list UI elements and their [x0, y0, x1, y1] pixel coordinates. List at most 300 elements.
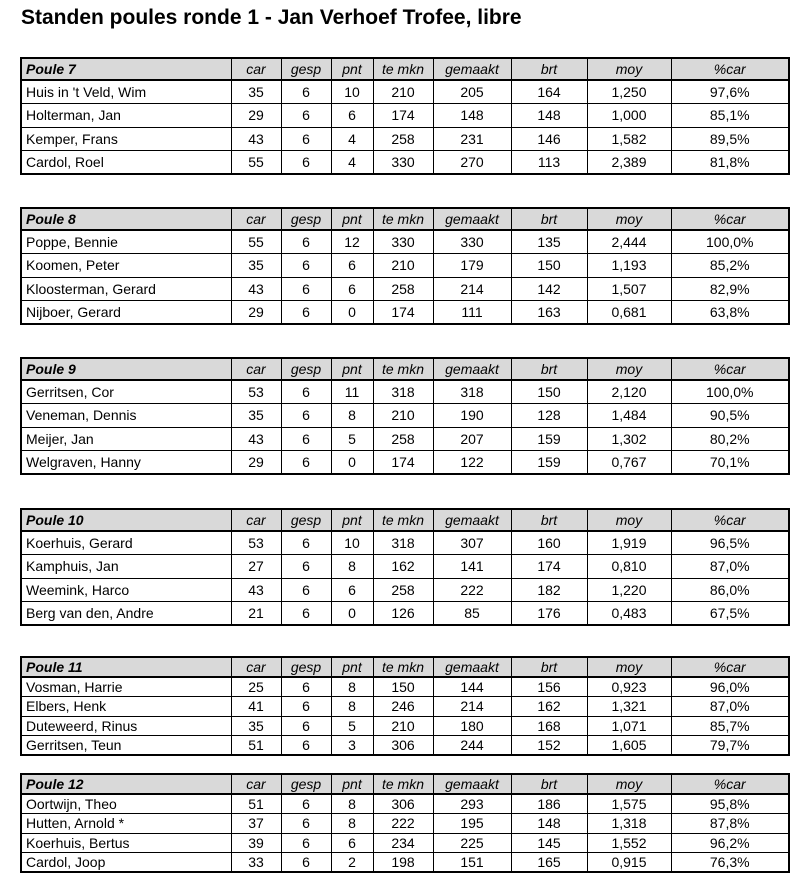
cell-brt: 182 [511, 578, 587, 602]
cell-car: 82,9% [671, 277, 789, 301]
player-name: Weemink, Harco [21, 578, 231, 602]
cell-te-mkn: 258 [373, 127, 433, 151]
cell-te-mkn: 198 [373, 853, 433, 873]
cell-brt: 146 [511, 127, 587, 151]
cell-brt: 176 [511, 602, 587, 626]
cell-pnt: 8 [331, 555, 373, 579]
poule-header-row [21, 774, 789, 794]
cell-car: 63,8% [671, 301, 789, 325]
cell-car: 33 [231, 853, 281, 873]
column-header: gesp [281, 58, 331, 80]
column-header: gemaakt [433, 774, 511, 794]
cell-pnt: 8 [331, 697, 373, 717]
player-name: Koerhuis, Bertus [21, 833, 231, 853]
table-row [21, 602, 789, 626]
column-header: car [231, 58, 281, 80]
cell-pnt: 6 [331, 277, 373, 301]
cell-pnt: 8 [331, 404, 373, 428]
table-row [21, 814, 789, 834]
cell-moy: 1,318 [587, 814, 671, 834]
player-name: Poppe, Bennie [21, 230, 231, 254]
cell-brt: 148 [511, 814, 587, 834]
player-name: Hutten, Arnold * [21, 814, 231, 834]
table-row [21, 427, 789, 451]
cell-brt: 156 [511, 677, 587, 697]
player-name: Kamphuis, Jan [21, 555, 231, 579]
cell-moy: 0,767 [587, 451, 671, 475]
cell-gesp: 6 [281, 230, 331, 254]
cell-pnt: 8 [331, 794, 373, 814]
player-name: Cardol, Joop [21, 853, 231, 873]
cell-gemaakt: 293 [433, 794, 511, 814]
cell-moy: 1,071 [587, 716, 671, 736]
cell-car: 85,1% [671, 104, 789, 128]
cell-brt: 164 [511, 80, 587, 104]
cell-car: 53 [231, 380, 281, 404]
cell-te-mkn: 234 [373, 833, 433, 853]
poule-header-row [21, 657, 789, 677]
cell-pnt: 12 [331, 230, 373, 254]
cell-moy: 0,923 [587, 677, 671, 697]
cell-moy: 1,507 [587, 277, 671, 301]
cell-te-mkn: 150 [373, 677, 433, 697]
poule-name: Poule 11 [21, 657, 231, 677]
table-row [21, 716, 789, 736]
cell-gesp: 6 [281, 677, 331, 697]
cell-gesp: 6 [281, 427, 331, 451]
player-name: Meijer, Jan [21, 427, 231, 451]
cell-pnt: 10 [331, 80, 373, 104]
cell-gesp: 6 [281, 794, 331, 814]
cell-car: 87,8% [671, 814, 789, 834]
page-title: Standen poules ronde 1 - Jan Verhoef Trofee, libre [21, 6, 522, 29]
cell-gesp: 6 [281, 301, 331, 325]
cell-brt: 128 [511, 404, 587, 428]
cell-moy: 1,302 [587, 427, 671, 451]
table-row [21, 451, 789, 475]
table-row [21, 151, 789, 175]
poule-header-row [21, 208, 789, 230]
poule-name: Poule 12 [21, 774, 231, 794]
cell-car: 53 [231, 531, 281, 555]
table-row [21, 555, 789, 579]
column-header: moy [587, 358, 671, 380]
column-header: pnt [331, 58, 373, 80]
cell-te-mkn: 126 [373, 602, 433, 626]
cell-moy: 1,000 [587, 104, 671, 128]
cell-gesp: 6 [281, 151, 331, 175]
cell-gemaakt: 270 [433, 151, 511, 175]
cell-moy: 1,582 [587, 127, 671, 151]
cell-pnt: 4 [331, 127, 373, 151]
column-header: %car [671, 657, 789, 677]
cell-moy: 1,321 [587, 697, 671, 717]
cell-car: 35 [231, 404, 281, 428]
cell-car: 55 [231, 151, 281, 175]
cell-car: 29 [231, 451, 281, 475]
cell-gemaakt: 244 [433, 736, 511, 756]
cell-gemaakt: 205 [433, 80, 511, 104]
poule-table [20, 207, 790, 325]
cell-car: 35 [231, 716, 281, 736]
cell-gemaakt: 144 [433, 677, 511, 697]
cell-moy: 1,484 [587, 404, 671, 428]
cell-car: 96,5% [671, 531, 789, 555]
cell-gesp: 6 [281, 853, 331, 873]
player-name: Cardol, Roel [21, 151, 231, 175]
cell-car: 55 [231, 230, 281, 254]
poule-table [20, 773, 790, 873]
column-header: gemaakt [433, 657, 511, 677]
cell-moy: 1,575 [587, 794, 671, 814]
column-header: brt [511, 509, 587, 531]
player-name: Duteweerd, Rinus [21, 716, 231, 736]
column-header: pnt [331, 657, 373, 677]
cell-te-mkn: 306 [373, 736, 433, 756]
column-header: gemaakt [433, 358, 511, 380]
column-header: gemaakt [433, 509, 511, 531]
cell-pnt: 8 [331, 677, 373, 697]
cell-car: 96,2% [671, 833, 789, 853]
cell-gemaakt: 190 [433, 404, 511, 428]
table-row [21, 127, 789, 151]
column-header: brt [511, 208, 587, 230]
cell-gemaakt: 330 [433, 230, 511, 254]
cell-gesp: 6 [281, 578, 331, 602]
cell-te-mkn: 210 [373, 254, 433, 278]
cell-brt: 142 [511, 277, 587, 301]
player-name: Welgraven, Hanny [21, 451, 231, 475]
column-header: te mkn [373, 58, 433, 80]
player-name: Elbers, Henk [21, 697, 231, 717]
cell-car: 90,5% [671, 404, 789, 428]
poule-header-row [21, 509, 789, 531]
column-header: te mkn [373, 358, 433, 380]
poule-table [20, 57, 790, 175]
cell-gemaakt: 318 [433, 380, 511, 404]
cell-car: 100,0% [671, 380, 789, 404]
poule-header-row [21, 58, 789, 80]
player-name: Koerhuis, Gerard [21, 531, 231, 555]
column-header: brt [511, 657, 587, 677]
cell-te-mkn: 318 [373, 380, 433, 404]
column-header: %car [671, 774, 789, 794]
cell-moy: 1,919 [587, 531, 671, 555]
cell-brt: 160 [511, 531, 587, 555]
cell-gesp: 6 [281, 104, 331, 128]
table-row [21, 853, 789, 873]
cell-te-mkn: 162 [373, 555, 433, 579]
cell-car: 37 [231, 814, 281, 834]
table-row [21, 531, 789, 555]
cell-te-mkn: 174 [373, 301, 433, 325]
column-header: brt [511, 358, 587, 380]
cell-pnt: 6 [331, 833, 373, 853]
cell-moy: 2,389 [587, 151, 671, 175]
cell-brt: 174 [511, 555, 587, 579]
cell-moy: 0,915 [587, 853, 671, 873]
cell-te-mkn: 174 [373, 104, 433, 128]
table-row [21, 254, 789, 278]
cell-brt: 168 [511, 716, 587, 736]
column-header: pnt [331, 358, 373, 380]
cell-car: 43 [231, 277, 281, 301]
player-name: Gerritsen, Cor [21, 380, 231, 404]
cell-gemaakt: 225 [433, 833, 511, 853]
poule-table [20, 357, 790, 475]
cell-brt: 165 [511, 853, 587, 873]
cell-car: 87,0% [671, 555, 789, 579]
cell-brt: 152 [511, 736, 587, 756]
cell-gesp: 6 [281, 697, 331, 717]
cell-gesp: 6 [281, 833, 331, 853]
column-header: te mkn [373, 657, 433, 677]
table-row [21, 80, 789, 104]
cell-pnt: 0 [331, 451, 373, 475]
table-row [21, 301, 789, 325]
cell-gemaakt: 214 [433, 697, 511, 717]
player-name: Gerritsen, Teun [21, 736, 231, 756]
cell-pnt: 6 [331, 578, 373, 602]
cell-gemaakt: 307 [433, 531, 511, 555]
cell-car: 43 [231, 127, 281, 151]
cell-car: 27 [231, 555, 281, 579]
poule-name: Poule 9 [21, 358, 231, 380]
column-header: car [231, 774, 281, 794]
cell-te-mkn: 318 [373, 531, 433, 555]
cell-gesp: 6 [281, 404, 331, 428]
player-name: Koomen, Peter [21, 254, 231, 278]
table-row [21, 230, 789, 254]
column-header: moy [587, 509, 671, 531]
player-name: Nijboer, Gerard [21, 301, 231, 325]
cell-car: 51 [231, 794, 281, 814]
table-row [21, 697, 789, 717]
column-header: %car [671, 509, 789, 531]
cell-car: 80,2% [671, 427, 789, 451]
cell-brt: 135 [511, 230, 587, 254]
cell-te-mkn: 330 [373, 151, 433, 175]
player-name: Oortwijn, Theo [21, 794, 231, 814]
table-row [21, 677, 789, 697]
column-header: moy [587, 58, 671, 80]
column-header: car [231, 358, 281, 380]
cell-gemaakt: 111 [433, 301, 511, 325]
cell-te-mkn: 246 [373, 697, 433, 717]
player-name: Huis in 't Veld, Wim [21, 80, 231, 104]
cell-car: 85,2% [671, 254, 789, 278]
cell-car: 96,0% [671, 677, 789, 697]
column-header: te mkn [373, 208, 433, 230]
cell-car: 87,0% [671, 697, 789, 717]
table-row [21, 794, 789, 814]
column-header: gemaakt [433, 58, 511, 80]
table-row [21, 833, 789, 853]
cell-gemaakt: 207 [433, 427, 511, 451]
column-header: %car [671, 58, 789, 80]
cell-te-mkn: 210 [373, 80, 433, 104]
cell-brt: 150 [511, 380, 587, 404]
cell-pnt: 4 [331, 151, 373, 175]
column-header: te mkn [373, 774, 433, 794]
poule-table [20, 508, 790, 626]
cell-gesp: 6 [281, 531, 331, 555]
player-name: Kemper, Frans [21, 127, 231, 151]
cell-car: 35 [231, 254, 281, 278]
cell-pnt: 2 [331, 853, 373, 873]
cell-car: 86,0% [671, 578, 789, 602]
cell-gemaakt: 141 [433, 555, 511, 579]
column-header: moy [587, 208, 671, 230]
cell-te-mkn: 174 [373, 451, 433, 475]
cell-gesp: 6 [281, 716, 331, 736]
cell-car: 95,8% [671, 794, 789, 814]
cell-gemaakt: 179 [433, 254, 511, 278]
cell-pnt: 0 [331, 602, 373, 626]
cell-gesp: 6 [281, 380, 331, 404]
column-header: brt [511, 58, 587, 80]
cell-brt: 148 [511, 104, 587, 128]
cell-gemaakt: 222 [433, 578, 511, 602]
column-header: car [231, 208, 281, 230]
cell-car: 39 [231, 833, 281, 853]
cell-gesp: 6 [281, 736, 331, 756]
table-row [21, 104, 789, 128]
cell-gesp: 6 [281, 814, 331, 834]
player-name: Vosman, Harrie [21, 677, 231, 697]
cell-gemaakt: 231 [433, 127, 511, 151]
cell-gemaakt: 180 [433, 716, 511, 736]
cell-brt: 162 [511, 697, 587, 717]
cell-pnt: 8 [331, 814, 373, 834]
cell-gemaakt: 122 [433, 451, 511, 475]
poule-name: Poule 8 [21, 208, 231, 230]
cell-te-mkn: 258 [373, 427, 433, 451]
cell-brt: 145 [511, 833, 587, 853]
cell-moy: 1,220 [587, 578, 671, 602]
table-row [21, 404, 789, 428]
column-header: gesp [281, 208, 331, 230]
cell-car: 85,7% [671, 716, 789, 736]
cell-te-mkn: 258 [373, 578, 433, 602]
cell-moy: 1,193 [587, 254, 671, 278]
cell-car: 35 [231, 80, 281, 104]
column-header: gesp [281, 358, 331, 380]
cell-te-mkn: 210 [373, 716, 433, 736]
cell-car: 43 [231, 427, 281, 451]
cell-te-mkn: 330 [373, 230, 433, 254]
cell-moy: 0,483 [587, 602, 671, 626]
cell-car: 21 [231, 602, 281, 626]
cell-pnt: 10 [331, 531, 373, 555]
cell-moy: 0,810 [587, 555, 671, 579]
cell-car: 43 [231, 578, 281, 602]
cell-gesp: 6 [281, 602, 331, 626]
cell-brt: 163 [511, 301, 587, 325]
cell-moy: 2,120 [587, 380, 671, 404]
column-header: %car [671, 208, 789, 230]
column-header: pnt [331, 509, 373, 531]
cell-brt: 159 [511, 451, 587, 475]
column-header: car [231, 657, 281, 677]
player-name: Veneman, Dennis [21, 404, 231, 428]
column-header: pnt [331, 774, 373, 794]
cell-car: 100,0% [671, 230, 789, 254]
cell-moy: 2,444 [587, 230, 671, 254]
cell-car: 51 [231, 736, 281, 756]
cell-te-mkn: 222 [373, 814, 433, 834]
cell-gesp: 6 [281, 451, 331, 475]
cell-pnt: 11 [331, 380, 373, 404]
cell-car: 29 [231, 301, 281, 325]
column-header: moy [587, 657, 671, 677]
cell-car: 81,8% [671, 151, 789, 175]
cell-car: 41 [231, 697, 281, 717]
cell-pnt: 5 [331, 716, 373, 736]
cell-pnt: 6 [331, 104, 373, 128]
column-header: te mkn [373, 509, 433, 531]
cell-brt: 159 [511, 427, 587, 451]
column-header: gesp [281, 657, 331, 677]
player-name: Kloosterman, Gerard [21, 277, 231, 301]
column-header: gesp [281, 509, 331, 531]
table-row [21, 380, 789, 404]
cell-te-mkn: 210 [373, 404, 433, 428]
cell-te-mkn: 258 [373, 277, 433, 301]
cell-gemaakt: 195 [433, 814, 511, 834]
cell-gesp: 6 [281, 80, 331, 104]
cell-moy: 1,605 [587, 736, 671, 756]
poule-name: Poule 7 [21, 58, 231, 80]
cell-gesp: 6 [281, 555, 331, 579]
player-name: Holterman, Jan [21, 104, 231, 128]
cell-gesp: 6 [281, 127, 331, 151]
column-header: pnt [331, 208, 373, 230]
cell-car: 89,5% [671, 127, 789, 151]
cell-car: 76,3% [671, 853, 789, 873]
table-row [21, 277, 789, 301]
column-header: %car [671, 358, 789, 380]
cell-pnt: 5 [331, 427, 373, 451]
table-row [21, 736, 789, 756]
cell-gemaakt: 148 [433, 104, 511, 128]
table-row [21, 578, 789, 602]
cell-car: 70,1% [671, 451, 789, 475]
poule-name: Poule 10 [21, 509, 231, 531]
cell-gemaakt: 151 [433, 853, 511, 873]
cell-car: 97,6% [671, 80, 789, 104]
cell-moy: 1,250 [587, 80, 671, 104]
cell-pnt: 6 [331, 254, 373, 278]
cell-gemaakt: 214 [433, 277, 511, 301]
column-header: gesp [281, 774, 331, 794]
cell-car: 25 [231, 677, 281, 697]
cell-gesp: 6 [281, 254, 331, 278]
poule-header-row [21, 358, 789, 380]
player-name: Berg van den, Andre [21, 602, 231, 626]
cell-brt: 113 [511, 151, 587, 175]
cell-te-mkn: 306 [373, 794, 433, 814]
cell-car: 67,5% [671, 602, 789, 626]
cell-pnt: 3 [331, 736, 373, 756]
column-header: brt [511, 774, 587, 794]
cell-moy: 0,681 [587, 301, 671, 325]
cell-gesp: 6 [281, 277, 331, 301]
cell-car: 29 [231, 104, 281, 128]
poule-table [20, 656, 790, 756]
cell-moy: 1,552 [587, 833, 671, 853]
cell-pnt: 0 [331, 301, 373, 325]
